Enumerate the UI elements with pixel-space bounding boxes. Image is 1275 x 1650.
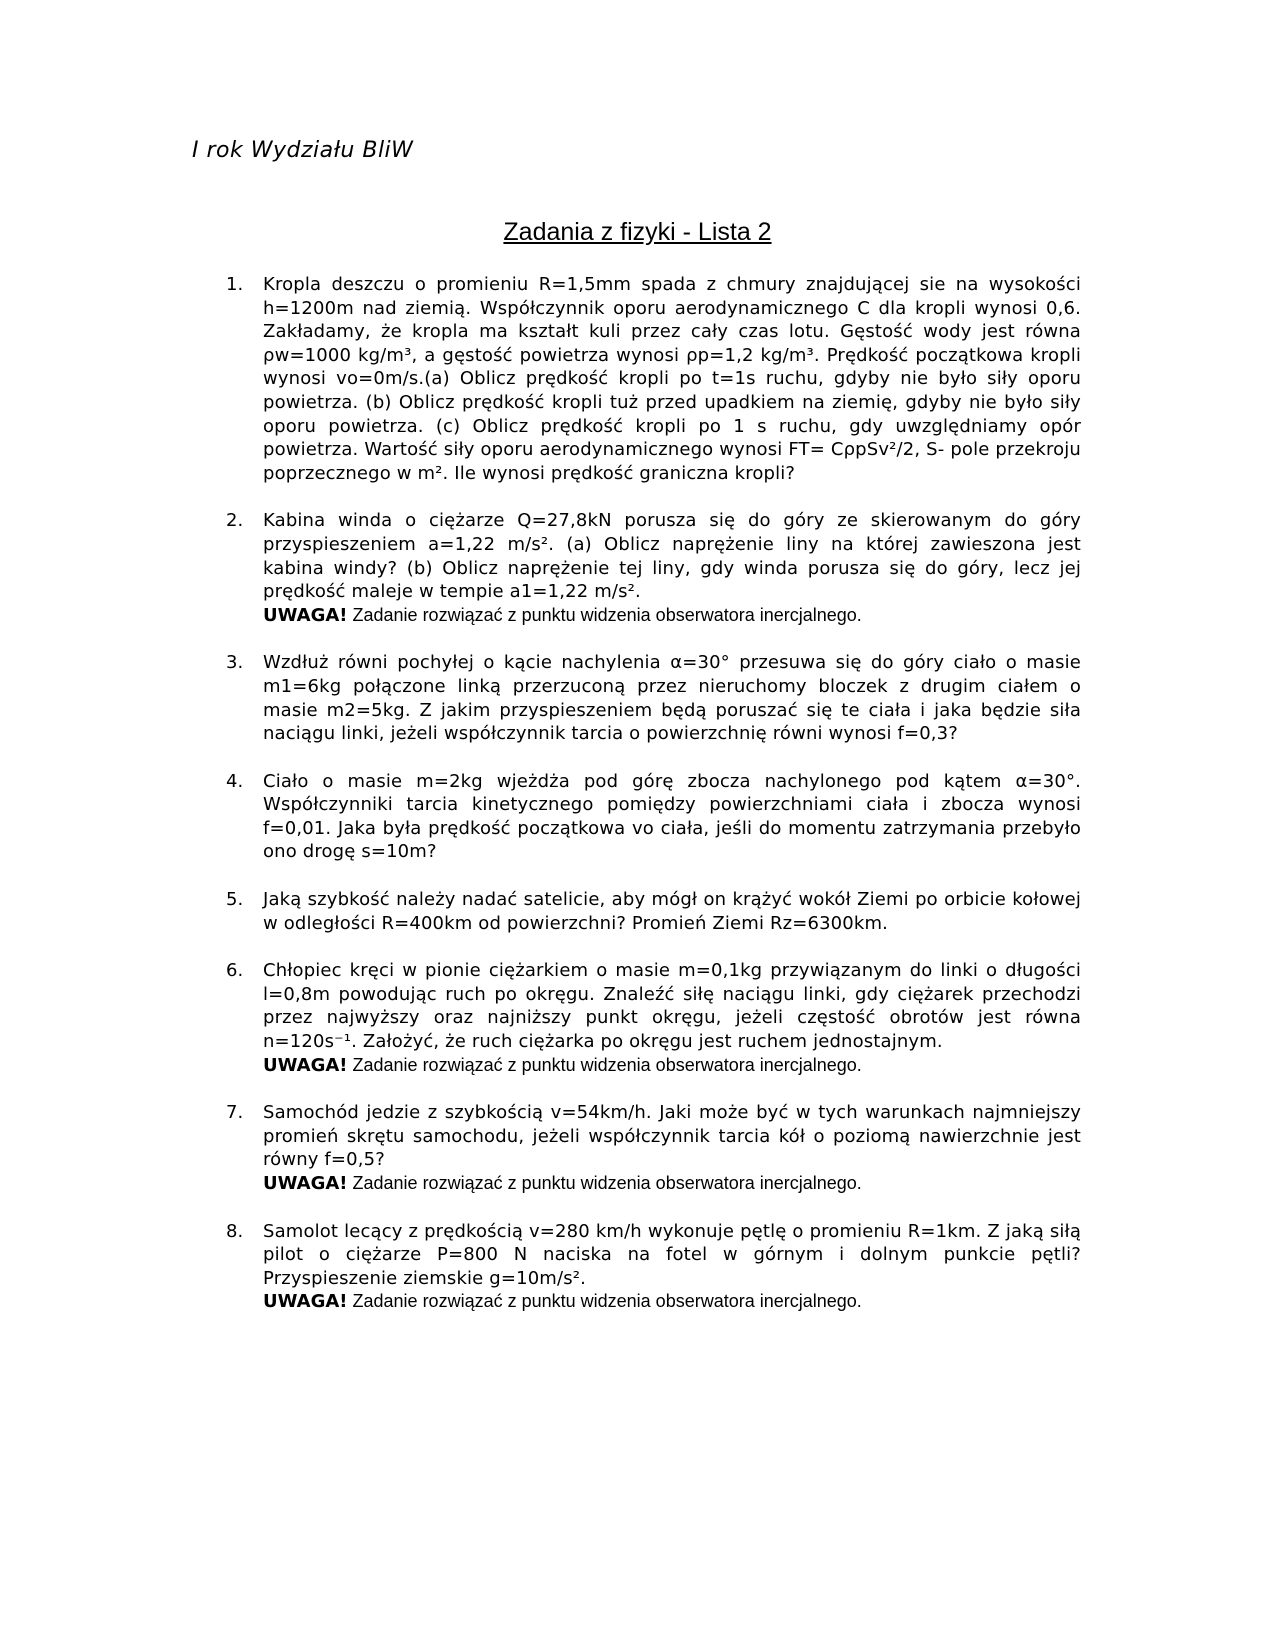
page-title: Zadania z fizyki - Lista 2 xyxy=(503,218,772,246)
problem-number: 2. xyxy=(226,510,244,532)
problem-number: 8. xyxy=(226,1220,244,1242)
problem-item xyxy=(226,651,1081,745)
problem-text: Kabina winda o ciężarze Q=27,8kN porusza się do góry ze skierowanym do góry przyspieszeniem a=1,22 m/s². (a) Oblicz naprężenie liny na której zawieszona jest kabina windy? (b) Oblicz naprężenie tej liny, gdy winda porusza się do góry, lecz jej prędkość maleje w tempie a1=1,22 m/s². xyxy=(263,510,1081,603)
problem-text: Samochód jedzie z szybkością v=54km/h. Jaki może być w tych warunkach najmniejszy promień skrętu samochodu, jeżeli współczynnik tarcia kół o poziomą nawierzchnie jest równy f=0,5? xyxy=(263,1102,1081,1171)
note-label: UWAGA! xyxy=(263,604,348,626)
problem-text: Chłopiec kręci w pionie ciężarkiem o masie m=0,1kg przywiązanym do linki o długości l=0,8m powodując ruch po okręgu. Znaleźć siłę naciągu linki, gdy ciężarek przechodzi przez najwyższy oraz najniższy punkt okręgu, jeżeli częstość obrotów jest równa n=120s⁻¹. Założyć, że ruch ciężarka po okręgu jest ruchem jednostajnym. xyxy=(263,960,1081,1053)
problem-item xyxy=(226,1101,1081,1195)
problem-item xyxy=(226,509,1081,627)
problem-item xyxy=(226,1220,1081,1314)
problem-text: Ciało o masie m=2kg wjeżdża pod górę zbocza nachylonego pod kątem α=30°. Współczynniki tarcia kinetycznego pomiędzy powierzchniami ciała i zbocza wynosi f=0,01. Jaka była prędkość początkowa vo ciała, jeśli do momentu zatrzymania przebyło ono drogę s=10m? xyxy=(263,770,1081,863)
note-label: UWAGA! xyxy=(263,1291,348,1313)
problem-number: 4. xyxy=(226,770,244,792)
problem-number: 1. xyxy=(226,274,244,295)
problem-note xyxy=(263,604,1081,628)
problem-item xyxy=(226,770,1081,864)
note-label: UWAGA! xyxy=(263,1173,348,1194)
note-text: Zadanie rozwiązać z punktu widzenia obserwatora inercjalnego. xyxy=(347,1054,862,1075)
problem-note xyxy=(263,1172,1081,1196)
note-text: Zadanie rozwiązać z punktu widzenia obserwatora inercjalnego. xyxy=(347,1291,862,1312)
problem-item xyxy=(226,959,1081,1077)
note-label: UWAGA! xyxy=(263,1054,348,1076)
problem-note xyxy=(263,1054,1081,1078)
problem-number: 5. xyxy=(226,889,244,911)
problem-number: 3. xyxy=(226,652,244,674)
note-text: Zadanie rozwiązać z punktu widzenia obserwatora inercjalnego. xyxy=(347,604,862,625)
problem-item xyxy=(226,273,1081,485)
problem-list xyxy=(226,273,1081,1338)
problem-text: Wzdłuż równi pochyłej o kącie nachylenia α=30° przesuwa się do góry ciało o masie m1=6kg połączone linką przerzuconą przez nieruchomy bloczek z drugim ciałem o masie m2=5kg. Z jakim przyspieszeniem będą poruszać się te ciała i jaka będzie siła naciągu linki, jeżeli współczynnik tarcia o powierzchnię równi wynosi f=0,3? xyxy=(263,652,1081,745)
problem-text: Jaką szybkość należy nadać satelicie, aby mógł on krążyć wokół Ziemi po orbicie kołowej w odległości R=400km od powierzchni? Promień Ziemi Rz=6300km. xyxy=(263,889,1081,934)
course-header: I rok Wydziału BliW xyxy=(192,138,414,163)
problem-number: 6. xyxy=(226,960,244,982)
problem-text: Samolot lecący z prędkością v=280 km/h wykonuje pętlę o promieniu R=1km. Z jaką siłą pilot o ciężarze P=800 N naciska na fotel w górnym i dolnym punkcie pętli? Przyspieszenie ziemskie g=10m/s². xyxy=(263,1220,1081,1289)
problem-note xyxy=(263,1290,1081,1314)
note-text: Zadanie rozwiązać z punktu widzenia obserwatora inercjalnego. xyxy=(347,1173,862,1193)
problem-item xyxy=(226,888,1081,935)
problem-text: Kropla deszczu o promieniu R=1,5mm spada z chmury znajdującej sie na wysokości h=1200m nad ziemią. Współczynnik oporu aerodynamicznego C dla kropli wynosi 0,6. Zakładamy, że kropla ma kształt kuli przez cały czas lotu. Gęstość wody jest równa ρw=1000 kg/m³, a gęstość powietrza wynosi ρp=1,2 kg/m³. Prędkość początkowa kropli wynosi vo=0m/s.(a) Oblicz prędkość kropli po t=1s ruchu, gdyby nie było siły oporu powietrza. (b) Oblicz prędkość kropli tuż przed upadkiem na ziemię, gdyby nie było siły oporu powietrza. (c) Oblicz prędkość kropli po 1 s ruchu, gdy uwzględniamy opór powietrza. Wartość siły oporu aerodynamicznego wynosi FT= CρpSv²/2, S- pole przekroju poprzecznego w m². Ile wynosi prędkość graniczna kropli? xyxy=(263,274,1081,484)
problem-number: 7. xyxy=(226,1102,244,1124)
